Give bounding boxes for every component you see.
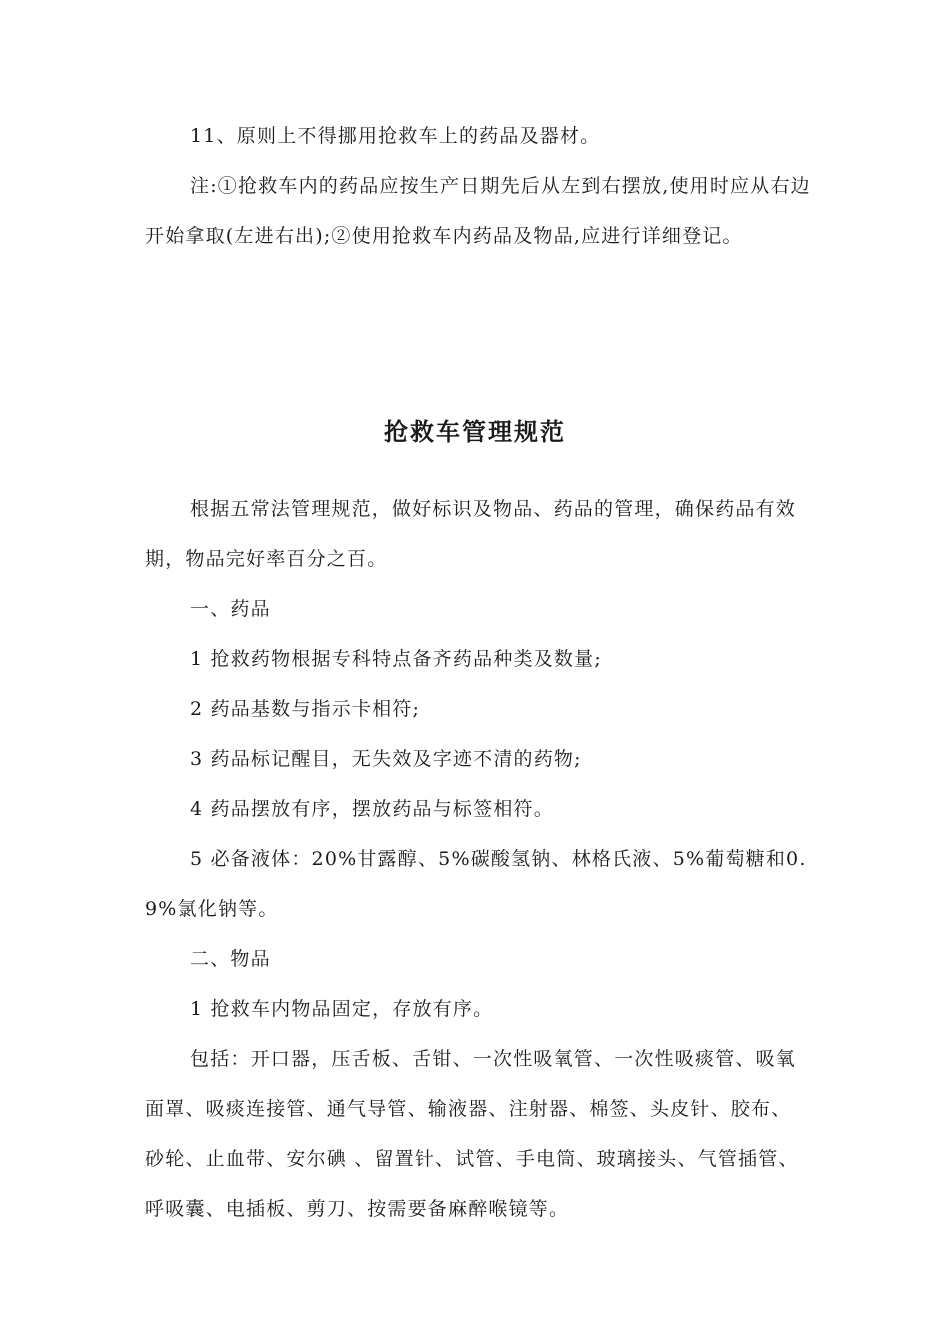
- drug-item-1: 1 抢救药物根据专科特点备齐药品种类及数量;: [190, 648, 602, 670]
- supply-item-1: 1 抢救车内物品固定，存放有序。: [190, 998, 494, 1020]
- drug-item-5: 5 必备液体：20%甘露醇、5%碳酸氢钠、林格氏液、5%葡萄糖和0.9%氯化钠等。: [145, 848, 807, 920]
- note-paragraph: 注:①抢救车内的药品应按生产日期先后从左到右摆放,使用时应从右边开始拿取(左进右出);②使用抢救车内药品及物品,应进行详细登记。: [145, 175, 811, 247]
- supply-list: 包括：开口器，压舌板、舌钳、一次性吸氧管、一次性吸痰管、吸氧面罩、吸痰连接管、通气导管、输液器、注射器、棉签、头皮针、胶布、砂轮、止血带、安尔碘 、留置针、试管、手电筒、玻璃接头、气管插管、呼吸囊、电插板、剪刀、按需要备麻醉喉镜等。: [145, 1048, 799, 1220]
- drug-item-3: 3 药品标记醒目，无失效及字迹不清的药物;: [190, 748, 582, 770]
- drug-item-4: 4 药品摆放有序，摆放药品与标签相符。: [190, 798, 554, 820]
- supplies-heading: 二、物品: [190, 948, 271, 970]
- page-title: 抢救车管理规范: [384, 417, 566, 446]
- drugs-heading: 一、药品: [190, 598, 271, 620]
- intro-paragraph: 根据五常法管理规范，做好标识及物品、药品的管理，确保药品有效期，物品完好率百分之百。: [145, 498, 797, 570]
- drug-item-2: 2 药品基数与指示卡相符;: [190, 698, 421, 720]
- item-11: 11、原则上不得挪用抢救车上的药品及器材。: [190, 125, 601, 147]
